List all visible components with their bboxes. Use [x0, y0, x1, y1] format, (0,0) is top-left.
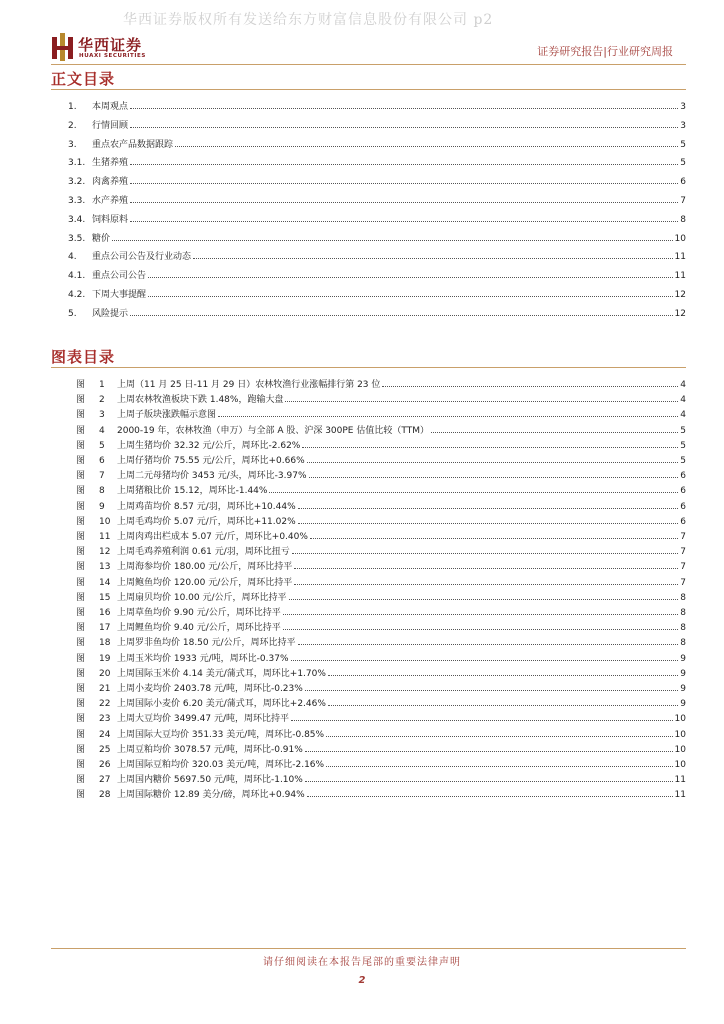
- toc-item[interactable]: [51, 115, 686, 131]
- figure-caption: 上周国际糖价 12.89 美分/磅，周环比+0.94%: [117, 790, 305, 801]
- toc-item-number: 2.: [68, 120, 77, 131]
- toc-item-text: 重点公司公告: [92, 271, 147, 282]
- figure-caption: 上周国内糖价 5697.50 元/吨，周环比-1.10%: [117, 775, 303, 786]
- toc-leader-dots: [130, 164, 678, 165]
- figures-title-rule: [51, 367, 686, 368]
- figure-page: 6: [680, 471, 686, 482]
- toc-item-number: 4.: [68, 252, 77, 263]
- toc-leader-dots: [148, 296, 673, 297]
- toc-leader-dots: [193, 258, 673, 259]
- figure-index: 1: [99, 380, 105, 390]
- figure-index: 27: [99, 775, 111, 786]
- figure-caption: 上周玉米均价 1933 元/吨，周环比-0.37%: [117, 653, 289, 664]
- toc-item-number: 3.: [68, 139, 77, 150]
- figure-page: 10: [674, 744, 686, 755]
- logo-chinese-text: 华西证券: [78, 36, 143, 54]
- figure-page: 4: [680, 395, 686, 406]
- figure-leader-dots: [305, 690, 678, 691]
- figure-index: 21: [99, 684, 111, 694]
- figure-caption: 上周子版块涨跌幅示意图: [117, 410, 217, 421]
- figure-page: 11: [674, 775, 686, 786]
- figure-item[interactable]: [51, 617, 686, 633]
- figure-label: 图: [76, 623, 86, 634]
- toc-item-page: 3: [680, 102, 686, 112]
- toc-leader-dots: [130, 127, 678, 128]
- toc-item-number: 1.: [68, 102, 77, 112]
- figure-page: 5: [680, 456, 686, 466]
- figure-item[interactable]: [51, 556, 686, 572]
- figure-label: 图: [76, 790, 86, 801]
- toc-item-number: 3.3.: [68, 196, 86, 206]
- toc-item-page: 10: [674, 233, 686, 244]
- toc-title: 正文目录: [51, 70, 116, 88]
- toc-item-number: 3.2.: [68, 177, 86, 188]
- figure-label: 图: [76, 775, 86, 786]
- toc-item[interactable]: [51, 246, 686, 262]
- watermark: 华西证券版权所有发送给东方财富信息股份有限公司 p2: [123, 12, 494, 28]
- toc-item-text: 生猪养殖: [92, 158, 129, 169]
- figure-leader-dots: [326, 736, 672, 737]
- figure-index: 12: [99, 547, 111, 558]
- figure-caption: 上周国际小麦价 6.20 美元/蒲式耳，周环比+2.46%: [117, 699, 326, 710]
- figure-page: 6: [680, 501, 686, 512]
- figure-label: 图: [76, 729, 86, 740]
- figure-leader-dots: [310, 538, 678, 539]
- toc-item-page: 12: [674, 290, 686, 300]
- figure-caption: 上周二元母猪均价 3453 元/头，周环比-3.97%: [117, 471, 307, 482]
- figure-page: 9: [680, 699, 686, 710]
- toc-item-page: 3: [680, 120, 686, 131]
- figure-caption: 2000-19 年，农林牧渔（申万）与全部 A 股、沪深 300PE 估值比较（TTM）: [117, 425, 429, 436]
- figure-page: 7: [680, 547, 686, 558]
- toc-item[interactable]: [51, 171, 686, 187]
- figure-item[interactable]: [51, 724, 686, 740]
- figure-index: 6: [99, 456, 105, 466]
- figure-index: 17: [99, 623, 111, 634]
- figure-label: 图: [76, 714, 86, 725]
- logo-english-text: HUAXI SECURITIES: [79, 53, 146, 59]
- figure-caption: 上周仔猪均价 75.55 元/公斤，周环比+0.66%: [117, 456, 305, 466]
- figure-leader-dots: [285, 401, 678, 402]
- toc-item-page: 11: [674, 271, 686, 282]
- toc-item-number: 5.: [68, 308, 77, 319]
- header-divider: [51, 64, 686, 65]
- figure-item[interactable]: [51, 693, 686, 709]
- figure-page: 8: [680, 623, 686, 634]
- toc-item-page: 8: [680, 214, 686, 225]
- figure-index: 26: [99, 760, 111, 770]
- toc-leader-dots: [112, 240, 673, 241]
- figure-index: 8: [99, 486, 105, 497]
- figure-index: 10: [99, 516, 111, 527]
- toc-item-text: 肉禽养殖: [92, 177, 129, 188]
- figure-item[interactable]: [51, 511, 686, 527]
- figure-label: 图: [76, 577, 86, 588]
- toc-item[interactable]: [51, 303, 686, 319]
- figure-item[interactable]: [51, 480, 686, 496]
- figure-page: 7: [680, 532, 686, 542]
- figure-page: 11: [674, 790, 686, 801]
- figure-item[interactable]: [51, 465, 686, 481]
- figure-leader-dots: [298, 644, 679, 645]
- figure-page: 6: [680, 486, 686, 497]
- toc-item-page: 7: [680, 196, 686, 206]
- toc-item[interactable]: [51, 96, 686, 112]
- figure-caption: 上周国际豆粕均价 320.03 美元/吨，周环比-2.16%: [117, 760, 325, 770]
- figure-index: 23: [99, 714, 111, 725]
- toc-item-page: 5: [680, 158, 686, 169]
- figure-label: 图: [76, 638, 86, 649]
- toc-item-number: 4.1.: [68, 271, 86, 282]
- figure-item[interactable]: [51, 572, 686, 588]
- figure-caption: 上周猪粮比价 15.12，周环比-1.44%: [117, 486, 268, 497]
- toc-title-rule: [51, 89, 686, 90]
- toc-item[interactable]: [51, 134, 686, 150]
- figure-page: 8: [680, 592, 686, 603]
- toc-leader-dots: [130, 221, 678, 222]
- figure-leader-dots: [283, 629, 678, 630]
- figure-leader-dots: [298, 508, 679, 509]
- toc-item[interactable]: [51, 209, 686, 225]
- figure-label: 图: [76, 456, 86, 466]
- figure-item[interactable]: [51, 450, 686, 466]
- figure-page: 5: [680, 425, 686, 436]
- figure-page: 10: [674, 760, 686, 770]
- figure-label: 图: [76, 532, 86, 542]
- figure-label: 图: [76, 592, 86, 603]
- figure-caption: 上周小麦均价 2403.78 元/吨，周环比-0.23%: [117, 684, 303, 694]
- figure-caption: 上周国际玉米价 4.14 美元/蒲式耳，周环比+1.70%: [117, 668, 326, 679]
- figure-label: 图: [76, 425, 86, 436]
- figure-caption: 上周扇贝均价 10.00 元/公斤，周环比持平: [117, 592, 287, 603]
- toc-item-number: 3.4.: [68, 214, 86, 225]
- figure-item[interactable]: [51, 663, 686, 679]
- figure-label: 图: [76, 684, 86, 694]
- toc-item-text: 行情回顾: [92, 120, 129, 131]
- figure-leader-dots: [326, 766, 672, 767]
- toc-leader-dots: [130, 183, 678, 184]
- toc-item-text: 水产养殖: [92, 196, 129, 206]
- figure-page: 8: [680, 608, 686, 618]
- figure-label: 图: [76, 380, 86, 390]
- figure-leader-dots: [307, 462, 679, 463]
- figure-item[interactable]: [51, 602, 686, 618]
- figure-index: 24: [99, 729, 111, 740]
- figure-item[interactable]: [51, 435, 686, 451]
- figure-label: 图: [76, 501, 86, 512]
- figure-index: 9: [99, 501, 105, 512]
- figure-leader-dots: [305, 751, 673, 752]
- figure-item[interactable]: [51, 784, 686, 800]
- figure-label: 图: [76, 608, 86, 618]
- figure-index: 14: [99, 577, 111, 588]
- figure-leader-dots: [289, 599, 679, 600]
- figure-page: 4: [680, 380, 686, 390]
- figure-caption: 上周毛鸡均价 5.07 元/斤，周环比+11.02%: [117, 516, 296, 527]
- figure-leader-dots: [309, 477, 679, 478]
- figure-index: 16: [99, 608, 111, 618]
- toc-item-text: 饲料原料: [92, 214, 129, 225]
- figure-caption: 上周农林牧渔板块下跌 1.48%，跑输大盘: [117, 395, 284, 406]
- figure-item[interactable]: [51, 374, 686, 390]
- figure-index: 22: [99, 699, 111, 710]
- figure-page: 9: [680, 684, 686, 694]
- figure-item[interactable]: [51, 526, 686, 542]
- figure-index: 20: [99, 668, 111, 679]
- figure-caption: 上周鲤鱼均价 9.40 元/公斤，周环比持平: [117, 623, 281, 634]
- figures-title: 图表目录: [51, 348, 116, 366]
- figure-leader-dots: [328, 675, 678, 676]
- figure-caption: 上周肉鸡出栏成本 5.07 元/斤，周环比+0.40%: [117, 532, 308, 542]
- legal-notice: 请仔细阅读在本报告尾部的重要法律声明: [263, 957, 461, 968]
- toc-item-page: 11: [674, 252, 686, 263]
- figure-leader-dots: [269, 492, 678, 493]
- figure-label: 图: [76, 760, 86, 770]
- figure-index: 19: [99, 653, 111, 664]
- toc-leader-dots: [175, 146, 678, 147]
- figure-caption: 上周大豆均价 3499.47 元/吨，周环比持平: [117, 714, 289, 725]
- figure-label: 图: [76, 547, 86, 558]
- figure-leader-dots: [328, 705, 678, 706]
- figure-item[interactable]: [51, 496, 686, 512]
- figure-caption: 上周罗非鱼均价 18.50 元/公斤，周环比持平: [117, 638, 296, 649]
- figure-index: 18: [99, 638, 111, 649]
- figure-index: 2: [99, 395, 105, 406]
- toc-item-text: 本周观点: [92, 102, 129, 112]
- figure-label: 图: [76, 744, 86, 755]
- figure-index: 25: [99, 744, 111, 755]
- figure-index: 4: [99, 425, 105, 436]
- figure-page: 9: [680, 668, 686, 679]
- figure-page: 10: [674, 729, 686, 740]
- figure-leader-dots: [302, 447, 678, 448]
- figure-index: 5: [99, 440, 105, 451]
- toc-item-text: 重点农产品数据跟踪: [92, 139, 174, 150]
- figure-leader-dots: [294, 568, 678, 569]
- figure-caption: 上周豆粕均价 3078.57 元/吨，周环比-0.91%: [117, 744, 303, 755]
- figure-label: 图: [76, 440, 86, 451]
- figure-label: 图: [76, 562, 86, 573]
- figure-leader-dots: [294, 584, 678, 585]
- figure-page: 4: [680, 410, 686, 421]
- toc-item[interactable]: [51, 190, 686, 206]
- figure-item[interactable]: [51, 404, 686, 420]
- figure-label: 图: [76, 668, 86, 679]
- footer-divider: [51, 948, 686, 949]
- figure-leader-dots: [218, 416, 678, 417]
- figure-index: 3: [99, 410, 105, 421]
- figure-leader-dots: [291, 720, 673, 721]
- figure-leader-dots: [283, 614, 678, 615]
- figure-index: 28: [99, 790, 111, 801]
- figure-caption: 上周毛鸡养殖利润 0.61 元/羽，周环比扭亏: [117, 547, 290, 558]
- report-type-label: 证券研究报告|行业研究周报: [537, 45, 673, 58]
- toc-item-text: 下周大事提醒: [92, 290, 147, 300]
- toc-item-page: 6: [680, 177, 686, 188]
- figure-leader-dots: [292, 553, 678, 554]
- figure-page: 7: [680, 577, 686, 588]
- figure-item[interactable]: [51, 420, 686, 436]
- figure-item[interactable]: [51, 769, 686, 785]
- figure-label: 图: [76, 653, 86, 664]
- figure-index: 15: [99, 592, 111, 603]
- toc-item[interactable]: [51, 265, 686, 281]
- figure-label: 图: [76, 486, 86, 497]
- figure-label: 图: [76, 471, 86, 482]
- figure-index: 11: [99, 532, 111, 542]
- toc-item-number: 3.5.: [68, 233, 86, 244]
- figure-leader-dots: [305, 781, 673, 782]
- figure-page: 8: [680, 638, 686, 649]
- figure-item[interactable]: [51, 389, 686, 405]
- figure-item[interactable]: [51, 587, 686, 603]
- toc-item[interactable]: [51, 228, 686, 244]
- figure-page: 9: [680, 653, 686, 664]
- figure-index: 13: [99, 562, 111, 573]
- figure-page: 6: [680, 516, 686, 527]
- figure-caption: 上周草鱼均价 9.90 元/公斤，周环比持平: [117, 608, 281, 618]
- figure-caption: 上周鸡苗均价 8.57 元/羽，周环比+10.44%: [117, 501, 296, 512]
- toc-leader-dots: [130, 202, 678, 203]
- page-number: 2: [358, 975, 366, 986]
- figure-caption: 上周海参均价 180.00 元/公斤，周环比持平: [117, 562, 293, 573]
- toc-leader-dots: [148, 277, 673, 278]
- toc-leader-dots: [130, 108, 678, 109]
- figure-index: 7: [99, 471, 105, 482]
- figure-label: 图: [76, 395, 86, 406]
- figure-page: 5: [680, 440, 686, 451]
- toc-item[interactable]: [51, 152, 686, 168]
- toc-item[interactable]: [51, 284, 686, 300]
- figure-label: 图: [76, 410, 86, 421]
- toc-item-page: 12: [674, 308, 686, 319]
- toc-leader-dots: [130, 315, 673, 316]
- figure-item[interactable]: [51, 754, 686, 770]
- figure-leader-dots: [291, 660, 679, 661]
- huaxi-logo-icon: [51, 33, 75, 61]
- figure-item[interactable]: [51, 678, 686, 694]
- figure-item[interactable]: [51, 648, 686, 664]
- figure-caption: 上周生猪均价 32.32 元/公斤，周环比-2.62%: [117, 440, 301, 451]
- figure-leader-dots: [307, 796, 673, 797]
- figure-leader-dots: [298, 523, 679, 524]
- figure-leader-dots: [382, 386, 678, 387]
- toc-item-number: 3.1.: [68, 158, 86, 169]
- figure-item[interactable]: [51, 708, 686, 724]
- figure-item[interactable]: [51, 541, 686, 557]
- toc-item-text: 糖价: [92, 233, 111, 244]
- figure-item[interactable]: [51, 739, 686, 755]
- figure-caption: 上周鲍鱼均价 120.00 元/公斤，周环比持平: [117, 577, 293, 588]
- toc-item-text: 风险提示: [92, 308, 129, 319]
- figure-page: 10: [674, 714, 686, 725]
- figure-label: 图: [76, 699, 86, 710]
- toc-item-number: 4.2.: [68, 290, 86, 300]
- toc-item-text: 重点公司公告及行业动态: [92, 252, 192, 263]
- figure-caption: 上周（11 月 25 日-11 月 29 日）农林牧渔行业涨幅排行第 23 位: [117, 380, 381, 390]
- toc-item-page: 5: [680, 139, 686, 150]
- figure-caption: 上周国际大豆均价 351.33 美元/吨，周环比-0.85%: [117, 729, 325, 740]
- figure-leader-dots: [431, 432, 678, 433]
- figure-page: 7: [680, 562, 686, 573]
- figure-item[interactable]: [51, 632, 686, 648]
- figure-label: 图: [76, 516, 86, 527]
